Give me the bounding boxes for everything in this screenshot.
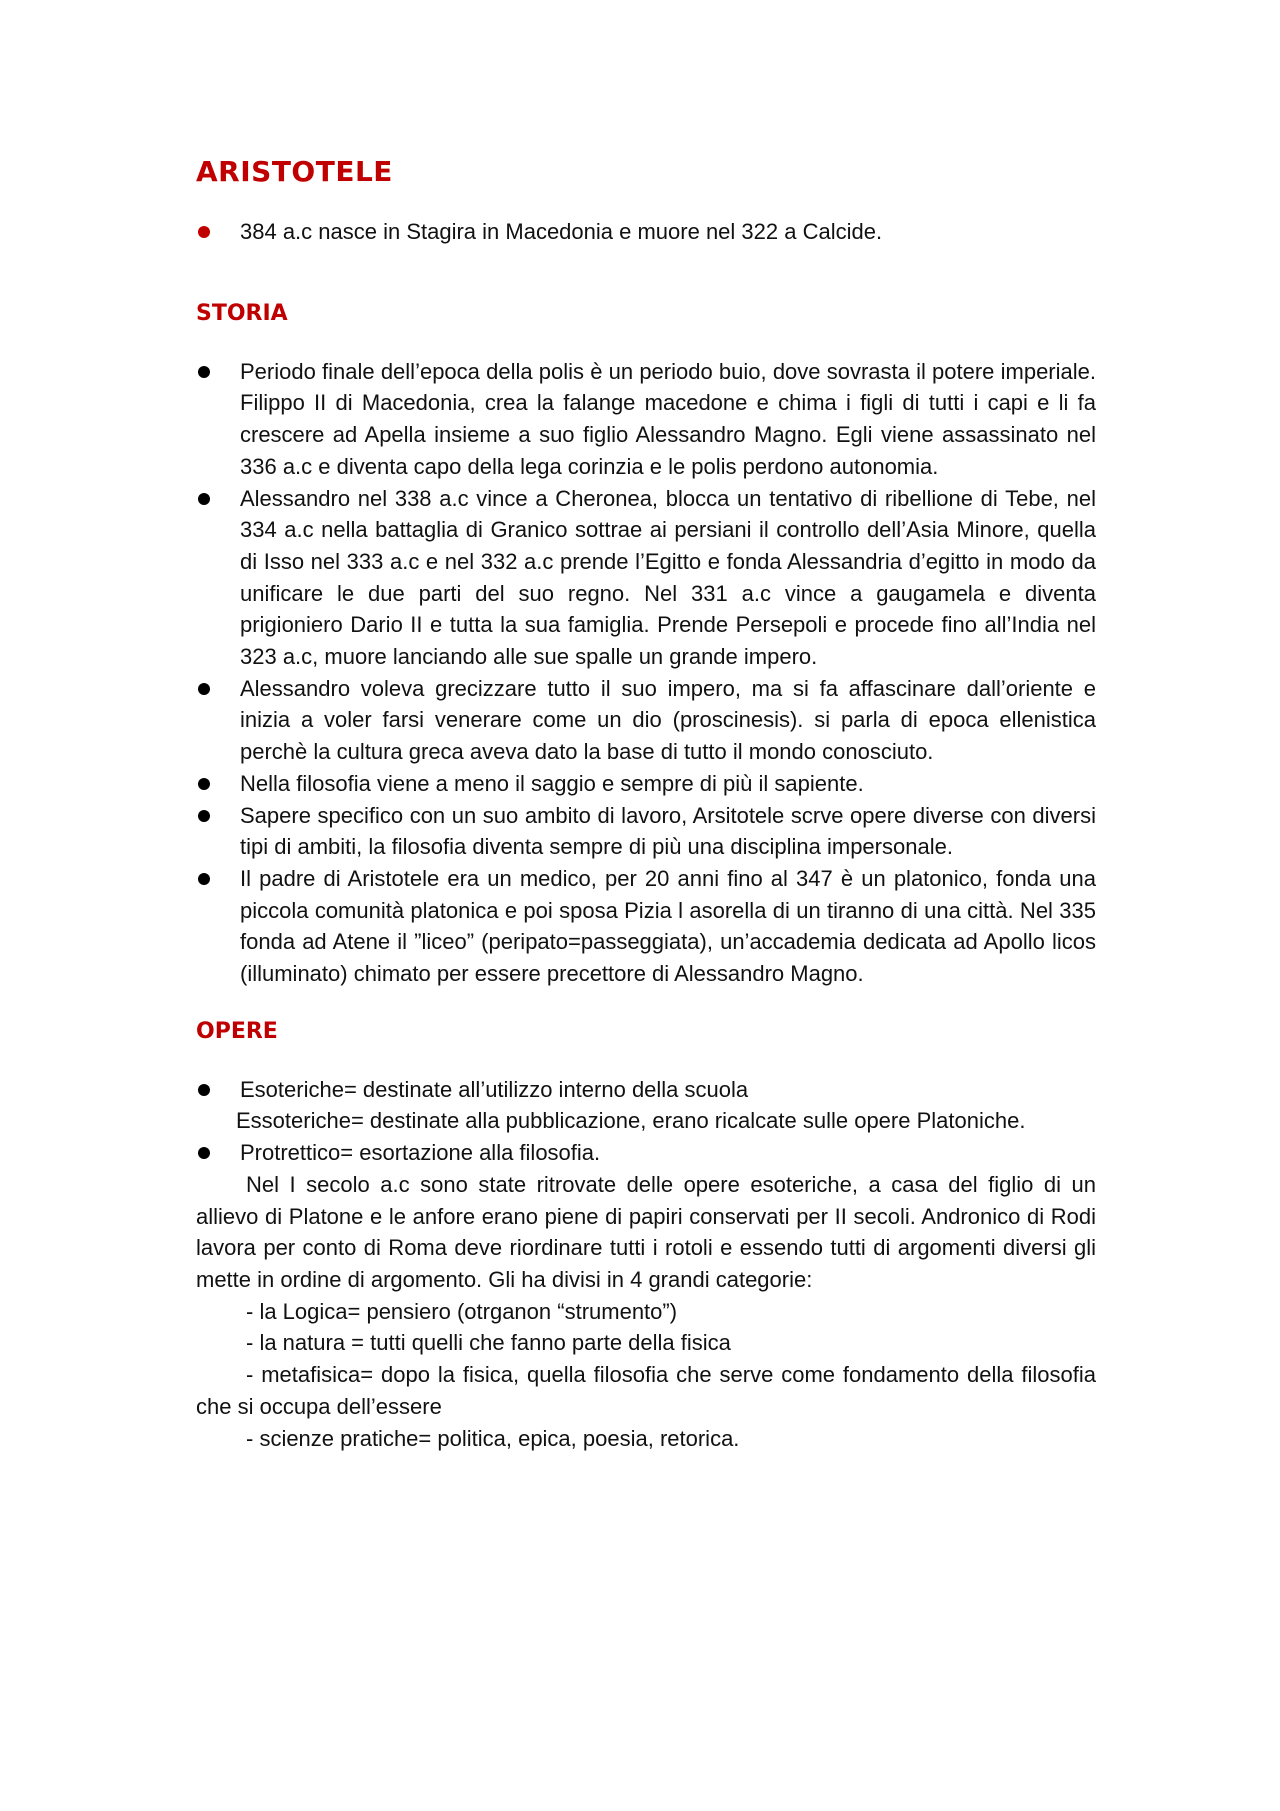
esoteriche-text: Esoteriche= destinate all’utilizzo interno della scuola xyxy=(240,1076,749,1102)
red-bullet-icon xyxy=(198,226,210,238)
bullet-icon xyxy=(198,1147,210,1159)
category-item: - scienze pratiche= politica, epica, poesia, retorica. xyxy=(246,1425,740,1451)
bullet-icon xyxy=(198,873,210,885)
document-page xyxy=(196,150,1096,1454)
category-item: - metafisica= dopo la fisica, quella filosofia che serve come fondamento della filosofia che si occupa dell’essere xyxy=(196,1362,1096,1419)
opere-bullet-list-2 xyxy=(196,1137,1096,1169)
bullet-icon xyxy=(198,778,210,790)
list-item-text: Il padre di Aristotele era un medico, per 20 anni fino al 347 è un platonico, fonda una piccola comunità platonica e poi sposa Pizia l asorella di un tiranno di una città. Nel 335 fonda ad Atene il ”liceo” (peripato=passeggiata), un’accademia dedicata ad Apollo licos (illuminato) chimato per essere precettore di Alessandro Magno. xyxy=(240,865,1096,987)
list-item xyxy=(196,800,1096,863)
bullet-icon xyxy=(198,493,210,505)
bullet-icon xyxy=(198,366,210,378)
list-item-text: Sapere specifico con un suo ambito di lavoro, Arsitotele scrve opere diverse con diversi tipi di ambiti, la filosofia diventa sempre di più una disciplina impersonale. xyxy=(240,802,1096,860)
bullet-icon xyxy=(198,1084,210,1096)
list-item xyxy=(196,863,1096,990)
list-item xyxy=(196,483,1096,673)
intro-bullet-item xyxy=(196,216,1096,248)
category-item: - la Logica= pensiero (otrganon “strumento”) xyxy=(246,1298,678,1324)
bullet-icon xyxy=(198,683,210,695)
opere-paragraph: Nel I secolo a.c sono state ritrovate delle opere esoteriche, a casa del figlio di un allievo di Platone e le anfore erano piene di papiri conservati per II secoli. Andronico di Rodi lavora per conto di Roma deve riordinare tutti i rotoli e essendo tutti di argomenti diversi gli mette in ordine di argomento. Gli ha divisi in 4 grandi categorie: xyxy=(196,1171,1096,1292)
category-item: - la natura = tutti quelli che fanno parte della fisica xyxy=(246,1330,731,1356)
list-item-text: Nella filosofia viene a meno il saggio e sempre di più il sapiente. xyxy=(240,770,864,796)
essoteriche-text: Essoteriche= destinate alla pubblicazione, erano ricalcate sulle opere Platoniche. xyxy=(236,1108,1026,1134)
opere-bullet-list-1 xyxy=(196,1074,1096,1106)
opere-section-body xyxy=(196,1074,1096,1454)
protrettico-text: Protrettico= esortazione alla filosofia. xyxy=(240,1140,601,1166)
list-item-text: Alessandro voleva grecizzare tutto il suo impero, ma si fa affascinare dall’oriente e inizia a voler farsi venerare come un dio (proscinesis). si parla di epoca ellenistica perchè la cultura greca aveva dato la base di tutto il mondo conosciuto. xyxy=(240,675,1096,765)
list-item-text: Alessandro nel 338 a.c vince a Cheronea, blocca un tentativo di ribellione di Tebe, nel 334 a.c nella battaglia di Granico sottrae ai persiani il controllo dell’Asia Minore, quella di Isso nel 333 a.c e nel 332 a.c prende l’Egitto e fonda Alessandria d’egitto in modo da unificare le due parti del suo regno. Nel 331 a.c vince a gaugamela e diventa prigioniero Dario II e tutta la sua famiglia. Prende Persepoli e procede fino all’India nel 323 a.c, muore lanciando alle sue spalle un grande impero. xyxy=(240,485,1096,670)
list-item xyxy=(196,768,1096,800)
intro-bullet-text: 384 a.c nasce in Stagira in Macedonia e muore nel 322 a Calcide. xyxy=(240,219,883,244)
intro-list xyxy=(196,216,1096,248)
list-item-text: Periodo finale dell’epoca della polis è un periodo buio, dove sovrasta il potere imperiale. Filippo II di Macedonia, crea la falange macedone e chima i figli di tutti i capi e li fa crescere ad Apella insieme a suo figlio Alessandro Magno. Egli viene assassinato nel 336 a.c e diventa capo della lega corinzia e le polis perdono autonomia. xyxy=(240,358,1096,479)
section-heading-opere: OPERE xyxy=(196,1018,278,1044)
bullet-icon xyxy=(198,810,210,822)
list-item xyxy=(196,673,1096,768)
list-item xyxy=(196,1074,1096,1106)
section-heading-storia: STORIA xyxy=(196,300,288,326)
document-title: ARISTOTELE xyxy=(196,155,393,188)
storia-bullet-list xyxy=(196,356,1096,990)
list-item xyxy=(196,1137,1096,1169)
list-item xyxy=(196,356,1096,483)
